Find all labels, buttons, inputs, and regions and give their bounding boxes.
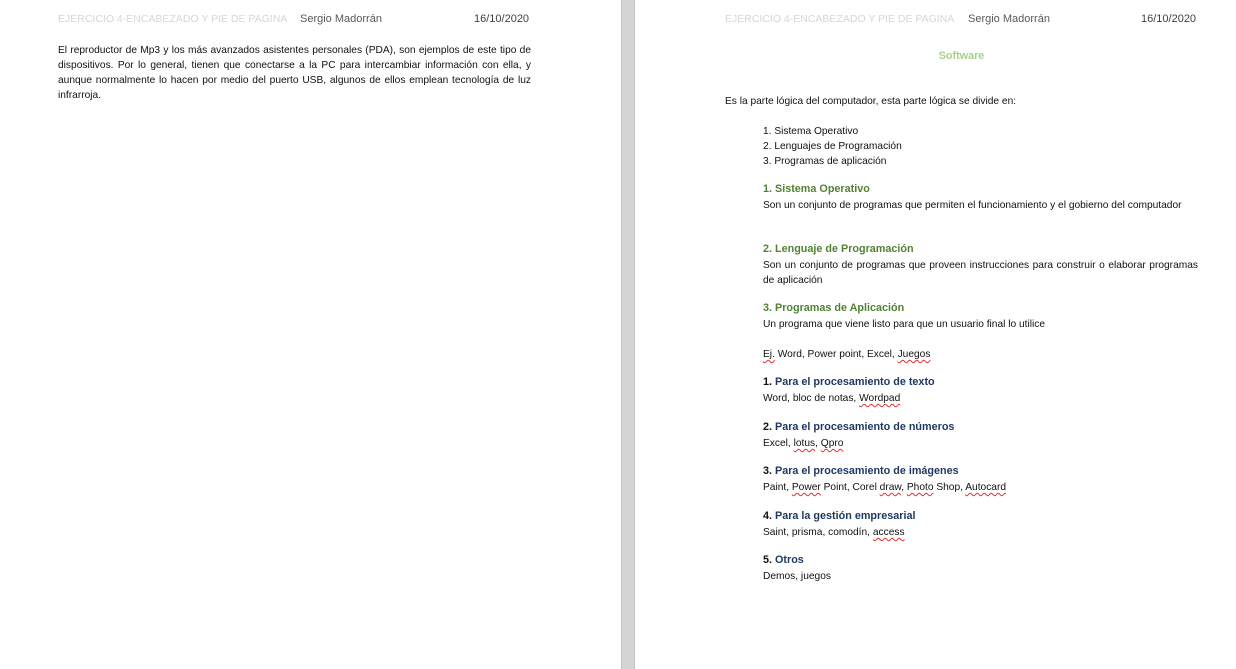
category-text: Paint, Power Point, Corel draw, Photo Shop, Autocard: [763, 482, 1007, 493]
page-gap: [621, 0, 635, 669]
section-heading: 3. Programas de Aplicación: [763, 302, 905, 314]
list-item: 2. Lenguajes de Programación: [763, 141, 902, 152]
spell-error: lotus: [793, 438, 816, 449]
header-date: 16/10/2020: [474, 13, 530, 25]
section-heading: 1. Sistema Operativo: [763, 183, 870, 195]
example-text: Word, Power point, Excel,: [774, 349, 898, 360]
category-number: 4.: [763, 510, 773, 522]
spell-error: access: [872, 527, 905, 538]
software-list: [763, 124, 902, 169]
header-title: EJERCICIO 4-ENCABEZADO Y PIE DE PAGINA: [58, 13, 288, 25]
section-text: Son un conjunto de programas que permiten el funcionamiento y el gobierno del computador: [763, 200, 1182, 211]
spell-error: draw: [879, 482, 902, 493]
category-text: Excel, lotus, Qpro: [763, 438, 844, 449]
list-item: 3. Programas de aplicación: [763, 156, 887, 167]
category-number: 5.: [763, 554, 773, 566]
section-text: Son un conjunto de programas que proveen instrucciones para construir o elaborar programas de aplicación: [763, 260, 1198, 286]
category-title: Para el procesamiento de números: [775, 421, 955, 433]
spell-error: Ej.: [763, 349, 775, 360]
category-heading: [763, 509, 915, 524]
section-heading: 2. Lenguaje de Programación: [763, 243, 914, 255]
page-title: Software: [938, 50, 985, 62]
category-heading: [763, 464, 959, 479]
list-item: 1. Sistema Operativo: [763, 126, 859, 137]
spell-error: Power: [791, 482, 821, 493]
right-page: [635, 0, 1236, 669]
category-title: Para el procesamiento de imágenes: [775, 465, 959, 477]
left-paragraph: El reproductor de Mp3 y los más avanzados asistentes personales (PDA), son ejemplos de este tipo de dispositivos. Por lo general, tienen que conectarse a la PC para intercambiar información con ella, y aunque normalmente lo hacen por medio del puerto USB, algunos de ellos emplean tecnología de luz infrarroja.: [58, 45, 531, 101]
spell-error: Juegos: [897, 349, 931, 360]
header-author: Sergio Madorrán: [300, 13, 382, 25]
header-date: 16/10/2020: [1141, 13, 1197, 25]
category-title: Para la gestión empresarial: [775, 510, 916, 522]
category-number: 2.: [763, 421, 773, 433]
header-author: Sergio Madorrán: [968, 13, 1050, 25]
section-text: Un programa que viene listo para que un usuario final lo utilice: [763, 319, 1046, 330]
category-number: 1.: [763, 376, 773, 388]
spell-error: Wordpad: [859, 393, 901, 404]
category-title: Para el procesamiento de texto: [775, 376, 935, 388]
header-title: EJERCICIO 4-ENCABEZADO Y PIE DE PAGINA: [725, 13, 955, 25]
category-heading: [763, 553, 804, 568]
category-heading: [763, 420, 954, 435]
spell-error: Qpro: [820, 438, 844, 449]
category-heading: [763, 375, 935, 390]
example-line: [763, 347, 930, 362]
category-text: Saint, prisma, comodín, access: [763, 527, 905, 538]
category-text: Word, bloc de notas, Wordpad: [763, 393, 901, 404]
spell-error: Photo: [906, 482, 934, 493]
category-number: 3.: [763, 465, 773, 477]
category-title: Otros: [775, 554, 804, 566]
intro-text: Es la parte lógica del computador, esta parte lógica se divide en:: [725, 96, 1017, 107]
spell-error: Autocard: [965, 482, 1007, 493]
category-text: Demos, juegos: [763, 571, 831, 582]
